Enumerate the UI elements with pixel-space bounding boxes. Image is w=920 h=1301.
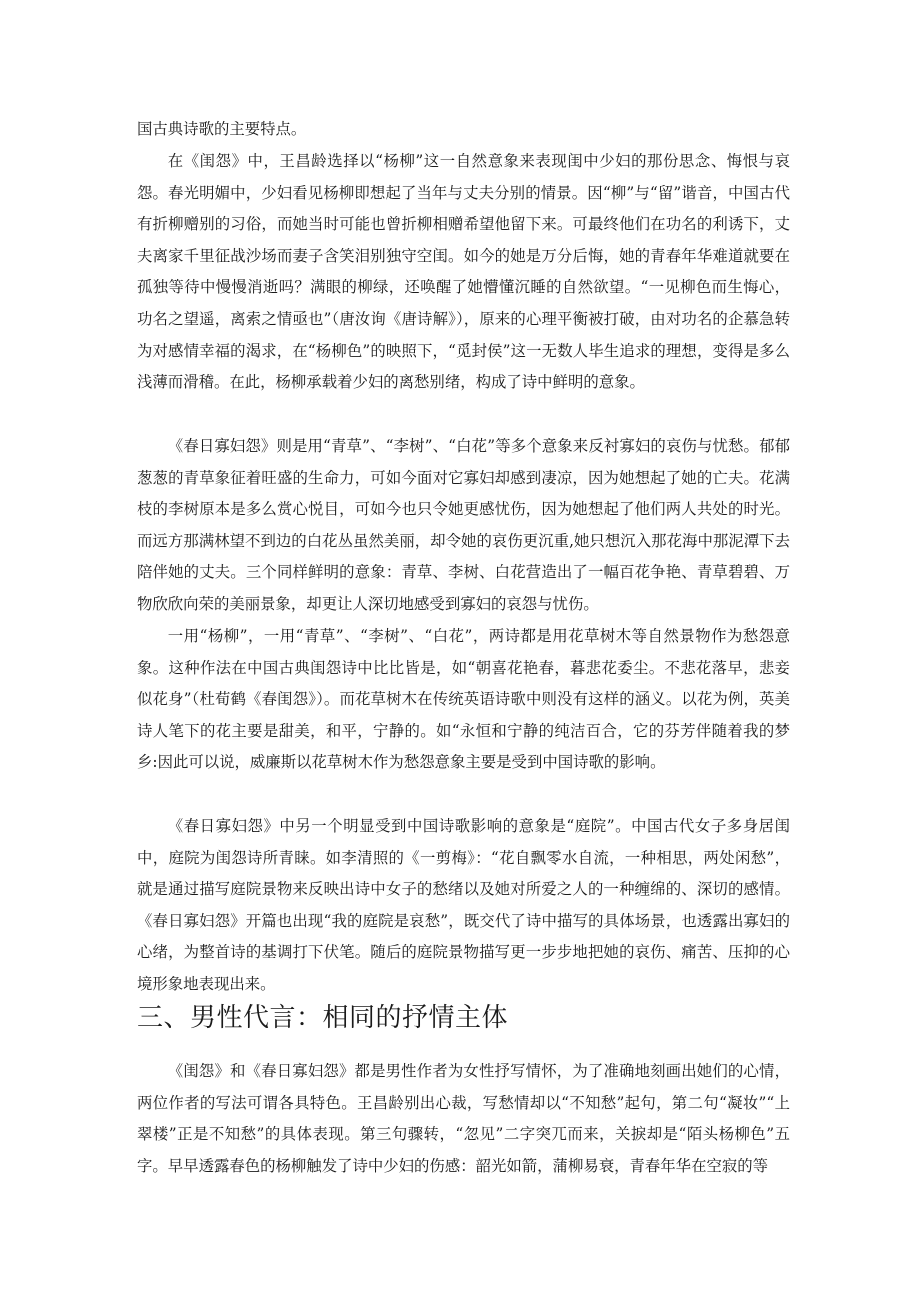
paragraph-guiyuan-willow: 在《闺怨》中，王昌龄选择以“杨柳”这一自然意象来表现闺中少妇的那份思念、悔恨与哀怨。春光明媚中，少妇看见杨柳即想起了当年与丈夫分别的情景。因“柳”与“留”谐音，中国古代有折柳赠别的习俗，而她当时可能也曾折柳相赠希望他留下来。可最终他们在功名的利诱下，丈夫离家千里征战沙场而妻子含笑泪别独守空闺。如今的她是万分后悔，她的青春年华难道就要在孤独等待中慢慢消逝吗？满眼的柳绿，还唤醒了她懵懂沉睡的自然欲望。“一见柳色而生悔心，功名之望遥，离索之情亟也”（唐汝询《唐诗解》），原来的心理平衡被打破，由对功名的企慕急转为对感情幸福的渴求，在“杨柳色”的映照下，“觅封侯”这一无数人毕生追求的理想，变得是多么浅薄而滑稽。在此，杨柳承载着少妇的离愁别绪，构成了诗中鲜明的意象。: [137, 152, 790, 392]
paragraph-widow-imagery: 《春日寡妇怨》则是用“青草”、“李树”、“白花”等多个意象来反衬寡妇的哀伤与忧愁。郁郁葱葱的青草象征着旺盛的生命力，可如今面对它寡妇却感到凄凉，因为她想起了她的亡夫。花满枝的李树原本是多么赏心悦目，可如今也只令她更感忧伤，因为她想起了他们两人共处的时光。而远方那满林望不到边的白花丛虽然美丽，却令她的哀伤更沉重,她只想沉入那花海中那泥潭下去陪伴她的丈夫。三个同样鲜明的意象：青草、李树、白花营造出了一幅百花争艳、青草碧碧、万物欣欣向荣的美丽景象，却更让人深切地感受到寡妇的哀怨与忧伤。: [137, 437, 790, 613]
paragraph-continuation: 国古典诗歌的主要特点。: [137, 120, 307, 138]
paragraph-male-voice: 《闺怨》和《春日寡妇怨》都是男性作者为女性抒写情怀，为了准确地刻画出她们的心情，两位作者的写法可谓各具特色。王昌龄别出心裁，写愁情却以“不知愁”起句，第二句“凝妆”“上翠楼”正是不知愁”的具体表现。第三句骤转，“忽见”二字突兀而来，关捩却是“陌头杨柳色”五字。早早透露春色的杨柳触发了诗中少妇的伤感：韶光如箭，蒲柳易衰，青春年华在空寂的等: [137, 1062, 790, 1175]
paragraph-nature-imagery: 一用“杨柳”，一用“青草”、“李树”、“白花”，两诗都是用花草树木等自然景物作为愁怨意象。这种作法在中国古典闺怨诗中比比皆是，如“朝喜花艳春，暮悲花委尘。不悲花落早，悲妾似花身”（杜荀鹤《春闺怨》）。而花草树木在传统英语诗歌中则没有这样的涵义。以花为例，英美诗人笔下的花主要是甜美，和平，宁静的。如“永恒和宁静的纯洁百合，它的芬芳伴随着我的梦乡:因此可以说，威廉斯以花草树木作为愁怨意象主要是受到中国诗歌的影响。: [137, 627, 790, 772]
paragraph-courtyard-imagery: 《春日寡妇怨》中另一个明显受到中国诗歌影响的意象是“庭院”。中国古代女子多身居闺中，庭院为闺怨诗所青睐。如李清照的《一剪梅》：“花自飘零水自流，一种相思，两处闲愁”，就是通过描写庭院景物来反映出诗中女子的愁绪以及她对所爱之人的一种缠绵的、深切的感情。《春日寡妇怨》开篇也出现“我的庭院是哀愁”，既交代了诗中描写的具体场景，也透露出寡妇的心绪，为整首诗的基调打下伏笔。随后的庭院景物描写更一步步地把她的哀伤、痛苦、压抑的心境形象地表现出来。: [137, 817, 790, 993]
section-heading: 三、男性代言：相同的抒情主体: [137, 1003, 509, 1033]
